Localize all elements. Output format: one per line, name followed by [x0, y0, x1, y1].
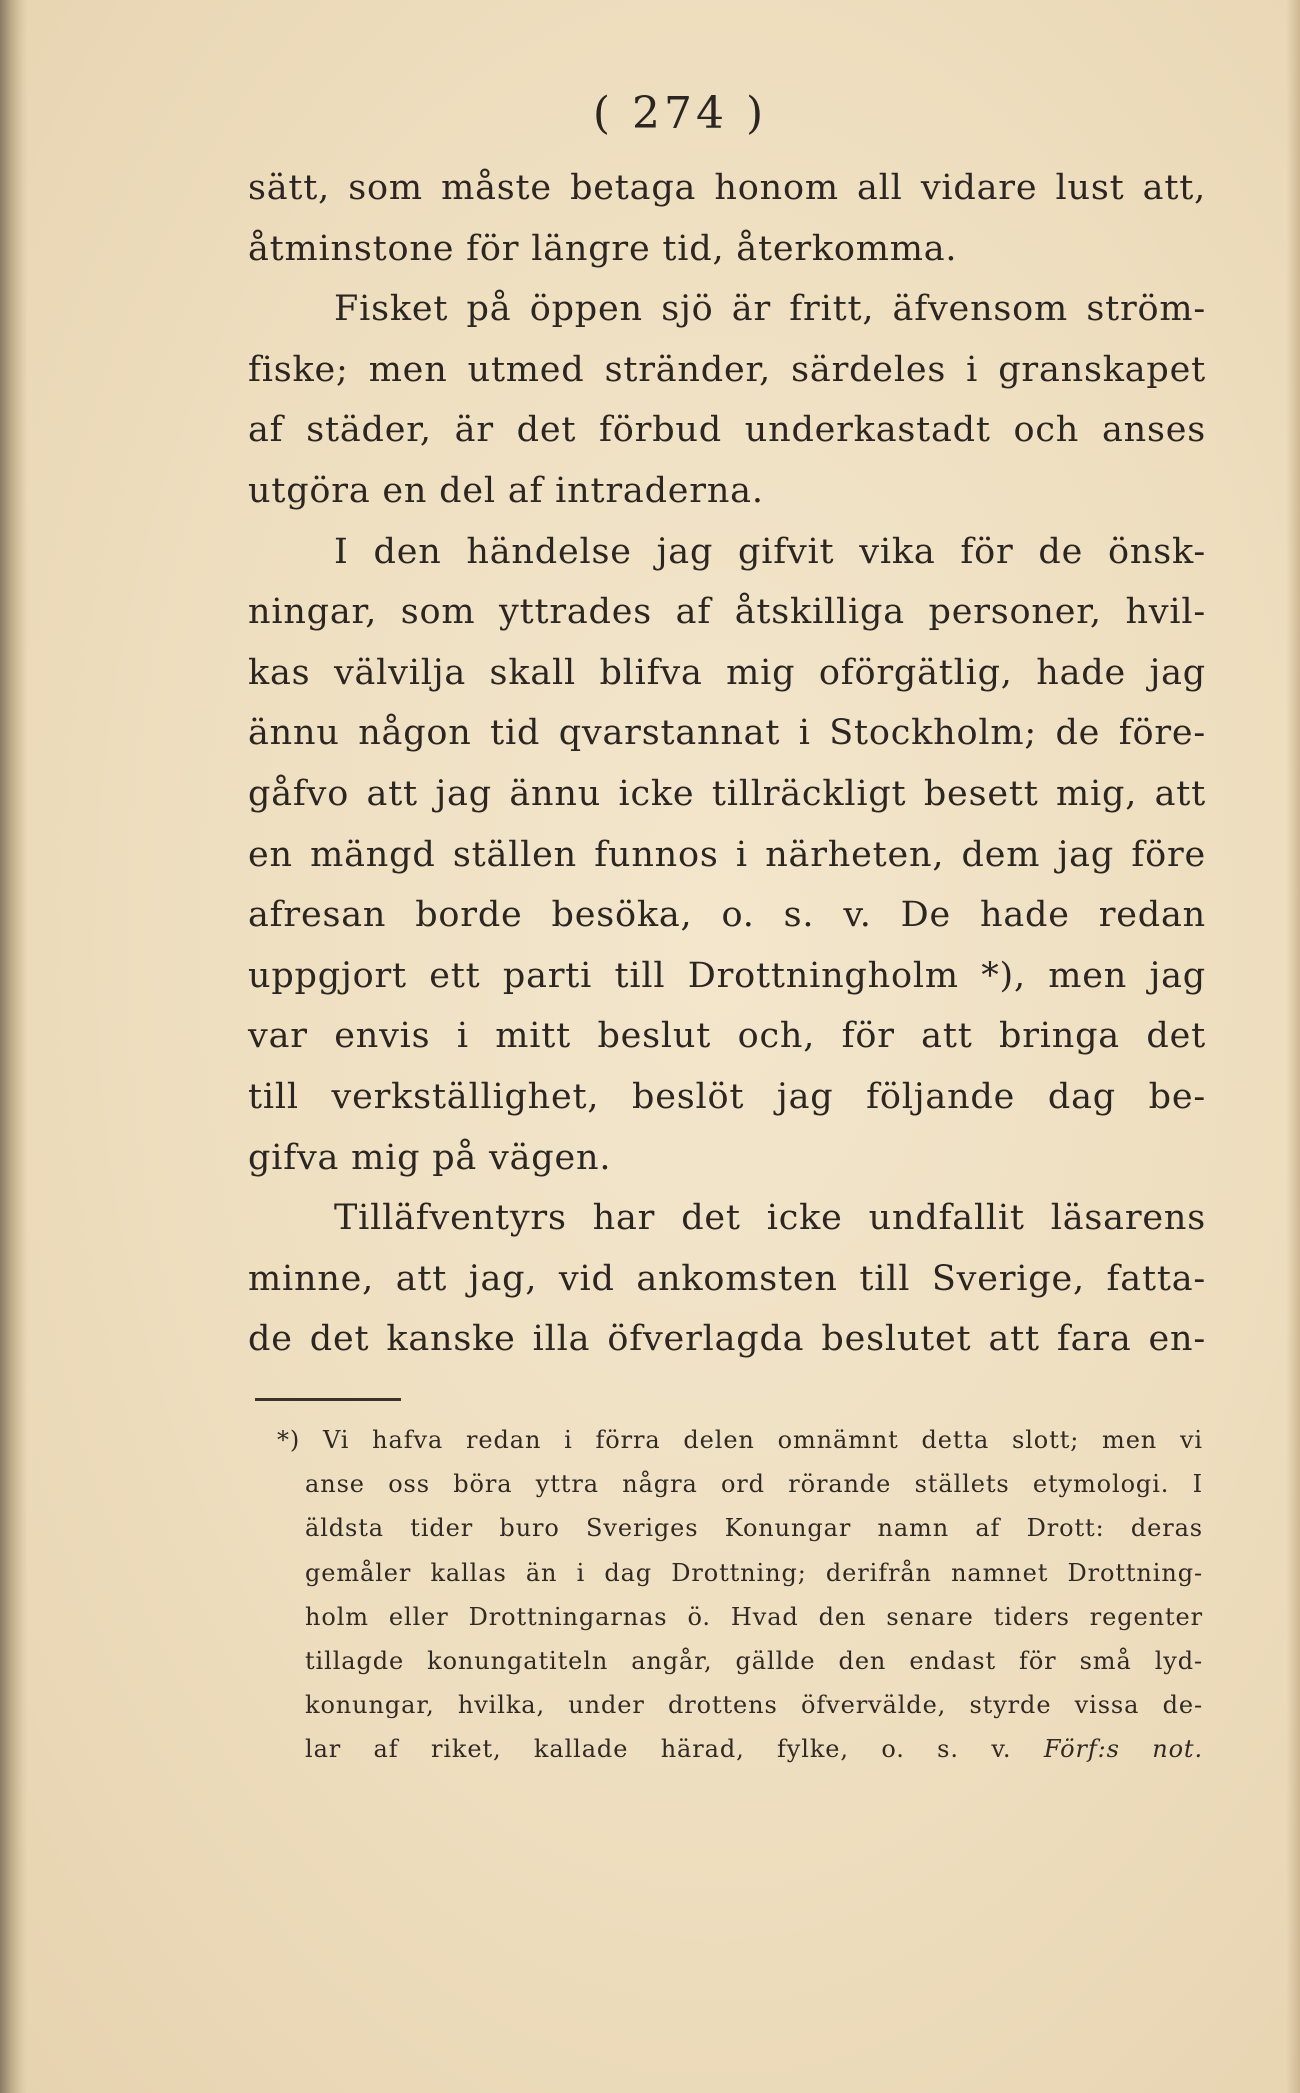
- footnote: [277, 1418, 1204, 1772]
- text-line: Tilläfventyrs har det icke undfallit läsarens: [334, 1198, 1206, 1239]
- text-line: en mängd ställen funnos i närheten, dem jag före: [248, 834, 1206, 875]
- footnote-last-line: [305, 1727, 1203, 1771]
- main-text: [248, 158, 1206, 1370]
- text-line: ännu någon tid qvarstannat i Stockholm; de före-: [248, 713, 1206, 754]
- footnote-line: tillagde konungatiteln angår, gällde den endast för små lyd-: [305, 1646, 1203, 1675]
- text-line: I den händelse jag gifvit vika för de önsk-: [334, 531, 1206, 572]
- footnote-line: *) Vi hafva redan i förra delen omnämnt detta slott; men vi: [277, 1426, 1203, 1454]
- footnote-divider: [255, 1398, 401, 1401]
- text-line: var envis i mitt beslut och, för att bringa det: [248, 1016, 1206, 1057]
- footnote-line: holm eller Drottningarnas ö. Hvad den senare tiders regenter: [305, 1602, 1203, 1631]
- text-line: minne, att jag, vid ankomsten till Sverige, fatta-: [248, 1258, 1206, 1299]
- text-line: kas välvilja skall blifva mig oförgätlig, hade jag: [248, 652, 1206, 693]
- text-line: sätt, som måste betaga honom all vidare lust att,: [248, 168, 1206, 208]
- text-line: utgöra en del af intraderna.: [248, 470, 764, 511]
- text-line: Fisket på öppen sjö är fritt, äfvensom ström-: [334, 289, 1206, 330]
- page-number: [0, 88, 1300, 139]
- text-line: gifva mig på vägen.: [248, 1137, 612, 1178]
- footnote-signature: Förf:s not.: [1043, 1735, 1204, 1764]
- text-line: af städer, är det förbud underkastadt och anses: [248, 410, 1206, 451]
- footnote-line: konungar, hvilka, under drottens öfvervälde, styrde vissa de-: [305, 1691, 1203, 1720]
- footnote-line: lar af riket, kallade härad, fylke, o. s. v.: [305, 1735, 1012, 1764]
- binding-gutter: [0, 0, 28, 2093]
- text-line: gåfvo att jag ännu icke tillräckligt besett mig, att: [248, 773, 1206, 814]
- text-line: afresan borde besöka, o. s. v. De hade redan: [248, 895, 1206, 936]
- page-number-text: ( 274 ): [592, 88, 768, 139]
- text-line: ningar, som yttrades af åtskilliga personer, hvil-: [248, 592, 1206, 633]
- page-edge: [1286, 0, 1300, 2093]
- footnote-line: anse oss böra yttra några ord rörande ställets etymologi. I: [305, 1470, 1203, 1499]
- text-line: de det kanske illa öfverlagda beslutet att fara en-: [248, 1319, 1206, 1360]
- text-line: uppgjort ett parti till Drottningholm *), men jag: [248, 955, 1206, 996]
- text-line: till verkställighet, beslöt jag följande dag be-: [248, 1076, 1206, 1117]
- text-line: fiske; men utmed stränder, särdeles i granskapet: [248, 349, 1206, 390]
- footnote-line: äldsta tider buro Sveriges Konungar namn af Drott: deras: [305, 1514, 1203, 1543]
- footnote-line: gemåler kallas än i dag Drottning; derifrån namnet Drottning-: [305, 1558, 1203, 1587]
- text-line: åtminstone för längre tid, återkomma.: [248, 228, 958, 269]
